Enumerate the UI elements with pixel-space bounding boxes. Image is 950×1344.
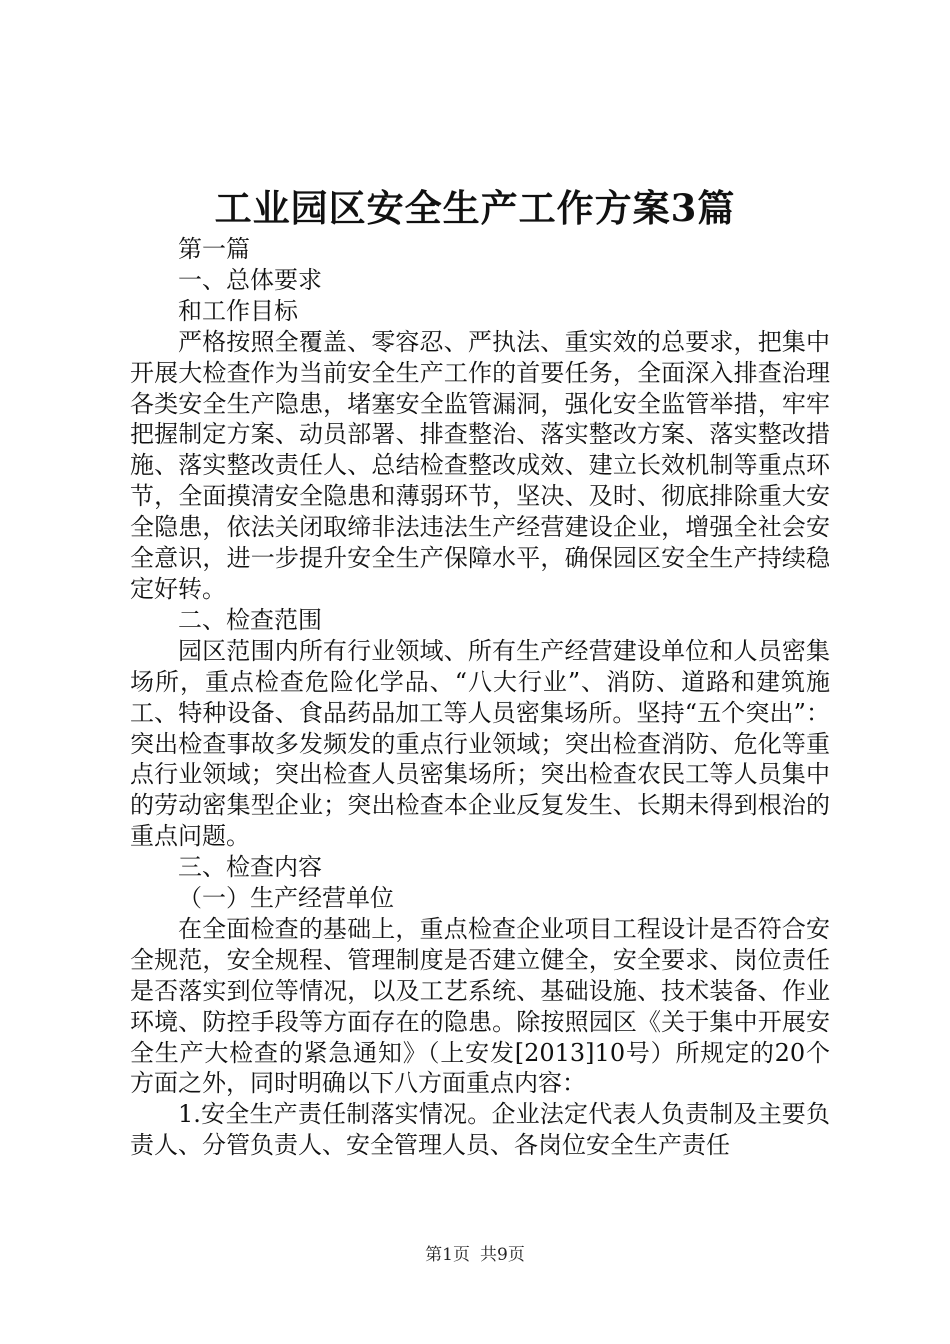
paragraph-item-1: 1.安全生产责任制落实情况。企业法定代表人负责制及主要负责人、分管负责人、安全管理人员、各岗位安全生产责任 — [130, 1100, 830, 1160]
document-body — [130, 234, 830, 1161]
section-subheading-1: 和工作目标 — [178, 296, 298, 325]
section-heading-2: 二、检查范围 — [178, 605, 322, 634]
paragraph-inspection-scope: 园区范围内所有行业领域、所有生产经营建设单位和人员密集场所，重点检查危险化学品、“八大行业”、消防、道路和建筑施工、特种设备、食品药品加工等人员密集场所。坚持“五个突出”：突出检查事故多发频发的重点行业领域；突出检查消防、危化等重点行业领域；突出检查人员密集场所；突出检查农民工等人员集中的劳动密集型企业；突出检查本企业反复发生、长期未得到根治的重点问题。 — [130, 636, 830, 851]
section-heading-3: 三、检查内容 — [178, 853, 322, 882]
page-number: 第1页 — [425, 1245, 470, 1265]
section-subheading-3: （一）生产经营单位 — [178, 884, 394, 913]
section-heading-1: 一、总体要求 — [178, 265, 322, 294]
page-footer — [0, 1243, 950, 1267]
page-total: 共9页 — [480, 1245, 525, 1265]
paragraph-overall-requirements: 严格按照全覆盖、零容忍、严执法、重实效的总要求，把集中开展大检查作为当前安全生产工作的首要任务，全面深入排查治理各类安全生产隐患，堵塞安全监管漏洞，强化安全监管举措，牢牢把握制定方案、动员部署、排查整治、落实整改方案、落实整改措施、落实整改责任人、总结检查整改成效、建立长效机制等重点环节，全面摸清安全隐患和薄弱环节，坚决、及时、彻底排除重大安全隐患，依法关闭取缔非法违法生产经营建设企业，增强全社会安全意识，进一步提升安全生产保障水平，确保园区安全生产持续稳定好转。 — [130, 327, 830, 603]
document-title: 工业园区安全生产工作方案3篇 — [214, 186, 736, 230]
part-heading: 第一篇 — [178, 235, 250, 263]
paragraph-inspection-content: 在全面检查的基础上，重点检查企业项目工程设计是否符合安全规范，安全规程、管理制度是否建立健全，安全要求、岗位责任是否落实到位等情况，以及工艺系统、基础设施、技术装备、作业环境、防控手段等方面存在的隐患。除按照园区《关于集中开展安全生产大检查的紧急通知》（上安发[2013]10号）所规定的20个方面之外，同时明确以下八方面重点内容： — [130, 914, 830, 1098]
